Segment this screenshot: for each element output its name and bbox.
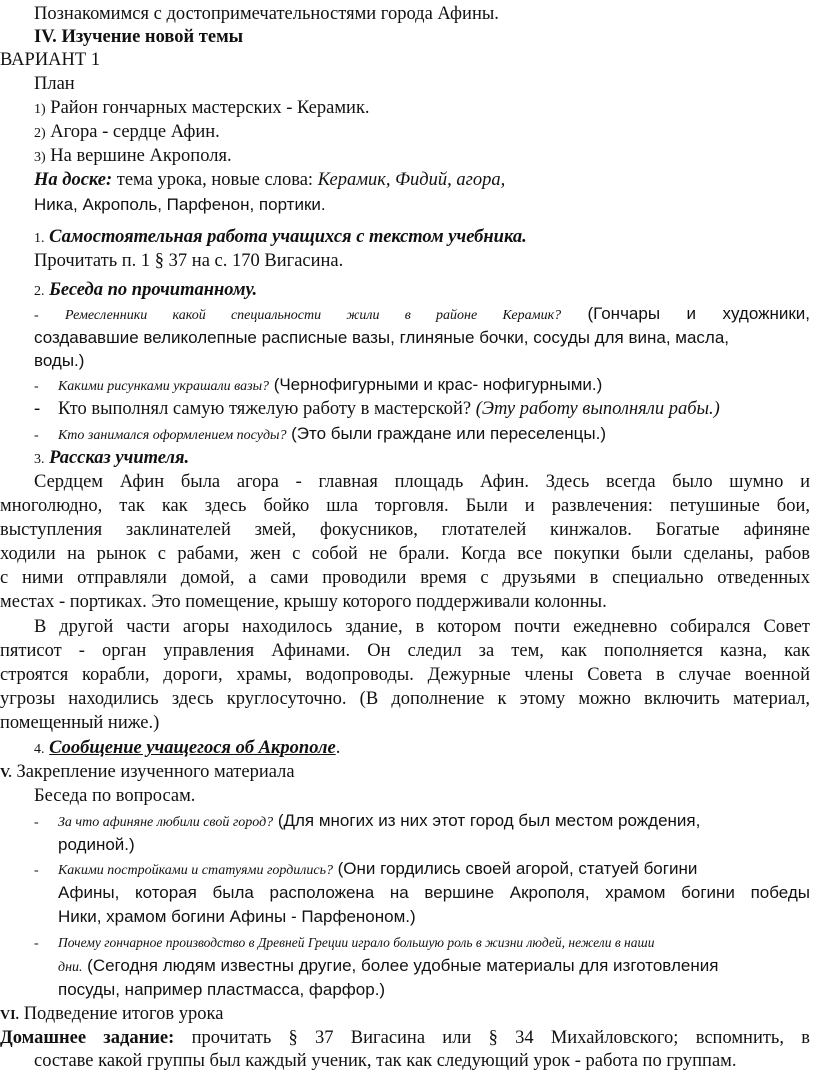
section-4-title: Изучение новой темы [61,27,244,47]
section-6-title: Подведение итогов урока [23,1004,224,1024]
question: За что афиняне любили свой город? [58,815,274,830]
board-line [34,169,505,191]
qa-1-line-1: - Ремесленники какой специальности жили в районе Керамик? (Гончары и художники, [34,304,811,323]
plan-title: План [34,74,75,94]
qa-5-line-1: - За что афиняне любили свой город? (Для многих из них этот город был местом рождения, [34,811,701,830]
plan-item-1 [34,97,370,121]
section-5-subtitle: Беседа по вопросам. [34,786,196,806]
section-5-heading [0,761,295,785]
answer-line-2: посуды, например пластмасса, фарфор.) [58,980,386,999]
story-p2-line-1: В другой части агоры находилось здание, в котором почти ежедневно собирался Совет [34,617,810,637]
answer: (Они гордились своей агорой, статуей богини [337,859,698,878]
story-p1-line-4: ходили на рынок с рабами, жен с собой не брали. Когда все покупки были сделаны, рабов [0,544,810,564]
homework-label: Домашнее задание: [0,1028,175,1048]
answer: (Для многих из них этот город был местом рождения, [277,811,701,830]
plan-item-3 [34,145,232,169]
qa-3: - Кто выполнял самую тяжелую работу в мастерской? (Эту работу выполняли рабы.) [34,399,720,419]
section-5-title: Закрепление изученного материала [16,762,295,782]
step-4-dot: . [335,738,341,758]
step-3-title: Рассказ учителя. [49,448,190,468]
board-words-line-2: Ника, Акрополь, Парфенон, портики. [34,195,326,214]
homework-text: прочитать § 37 Вигасина или § 34 Михайловского; вспомнить, в [191,1028,810,1048]
answer-line-2: Афины, которая была расположена на вершине Акрополя, храмом богини победы [58,883,810,902]
plan-item-text: Район гончарных мастерских - Керамик. [50,98,370,118]
step-3-number: 3. [34,452,45,467]
plan-item-text: На вершине Акрополя. [50,146,232,166]
step-2-number: 2. [34,284,45,299]
step-4-heading [34,737,340,761]
answer: (Сегодня людям известны другие, более удобные материалы для изготовления [87,956,719,975]
variant-label: ВАРИАНТ 1 [0,50,101,70]
step-1-number: 1. [34,231,45,246]
homework-line-2: составе какой группы был каждый ученик, так как следующий урок - работа по группам. [34,1051,737,1071]
answer-line-3: Ники, храмом богини Афины - Парфеноном.) [58,907,416,926]
story-p1-line-3: выступления заклинателей змей, фокусников, глотателей кинжалов. Богатые афиняне [0,520,810,540]
story-p1-line-1: Сердцем Афин была агора - главная площадь Афин. Здесь всегда было шумно и [34,472,810,492]
step-2-title: Беседа по прочитанному. [49,280,258,300]
qa-6-line-1: - Какими постройками и статуями гордились? (Они гордились своей агорой, статуей богини [34,859,698,878]
step-3-heading [34,447,189,471]
story-p2-line-4: угрозы находились здесь круглосуточно. (В дополнение к этому можно включить материал, [0,689,810,709]
answer-line-2: создававшие великолепные расписные вазы, глиняные бочки, сосуды для вина, масла, [34,328,730,347]
story-p1-line-5: с ними отправляли домой, а сами проводили время с друзьями в специально отведенных [0,568,810,588]
plan-item-number: 2) [34,126,46,141]
question-end: дни. [58,960,83,975]
plan-item-2 [34,121,220,145]
plan-item-number: 1) [34,102,46,117]
step-1-task: Прочитать п. 1 § 37 на с. 170 Вигасина. [34,251,344,271]
qa-4: - Кто занимался оформлением посуды? (Это были граждане или переселенцы.) [34,424,607,443]
answer: (Это были граждане или переселенцы.) [291,424,607,443]
question: Кто занимался оформлением посуды? [58,428,287,443]
step-1-title: Самостоятельная работа учащихся с текстом учебника. [49,227,527,247]
question: Почему гончарное производство в Древней Греции играло большую роль в жизни людей, нежели в наши [58,935,655,950]
step-4-title: Сообщение учащегося об Акрополе [49,738,336,758]
answer-line-2: родиной.) [58,835,135,854]
step-4-number: 4. [34,742,45,757]
board-label: На доске: [34,170,113,190]
section-4-heading [34,26,243,48]
answer: (Гончары и художники, [587,304,811,323]
step-1-heading [34,226,527,250]
story-p2-line-5: помещенный ниже.) [0,713,160,733]
story-p2-line-2: пятисот - орган управления Афинами. Он следил за тем, как пополняется казна, как [0,641,810,661]
question: Ремесленники какой специальности жили в районе Керамик? [65,308,562,323]
board-text: тема урока, новые слова: [112,170,318,190]
story-p2-line-3: строятся корабли, дороги, храмы, водопроводы. Дежурные члены Совета в случае военной [0,665,810,685]
qa-7-line-1: - Почему гончарное производство в Древней Греции играло большую роль в жизни людей, нежели в наши [34,935,655,951]
plan-item-number: 3) [34,150,46,165]
question: Какими постройками и статуями гордились? [58,863,333,878]
section-4-roman: IV. [34,27,57,47]
answer-line-3: воды.) [34,351,85,370]
step-2-heading [34,279,257,303]
intro-text: Познакомимся с достопримечательностями города Афины. [34,4,499,24]
question: Кто выполнял самую тяжелую работу в мастерской? [58,399,472,419]
board-words: Керамик, Фидий, агора, [317,170,506,190]
section-5-roman: V. [0,766,12,781]
section-6-heading [0,1003,223,1027]
section-6-roman: VI. [0,1008,20,1023]
question: Какими рисунками украшали вазы? [58,379,270,394]
answer: (Эту работу выполняли рабы.) [475,399,720,419]
story-p1-line-6: местах - портиках. Это помещение, крышу которого поддерживали колонны. [0,592,607,612]
story-p1-line-2: многолюдно, так как здесь бойко шла торговля. Были и развлечения: петушиные бои, [0,496,810,516]
homework-line-1 [0,1027,810,1049]
plan-item-text: Агора - сердце Афин. [50,122,220,142]
qa-7-line-2 [58,955,718,979]
qa-2: - Какими рисунками украшали вазы? (Чернофигурными и крас- нофигурными.) [34,375,603,394]
answer: (Чернофигурными и крас- нофигурными.) [273,375,603,394]
